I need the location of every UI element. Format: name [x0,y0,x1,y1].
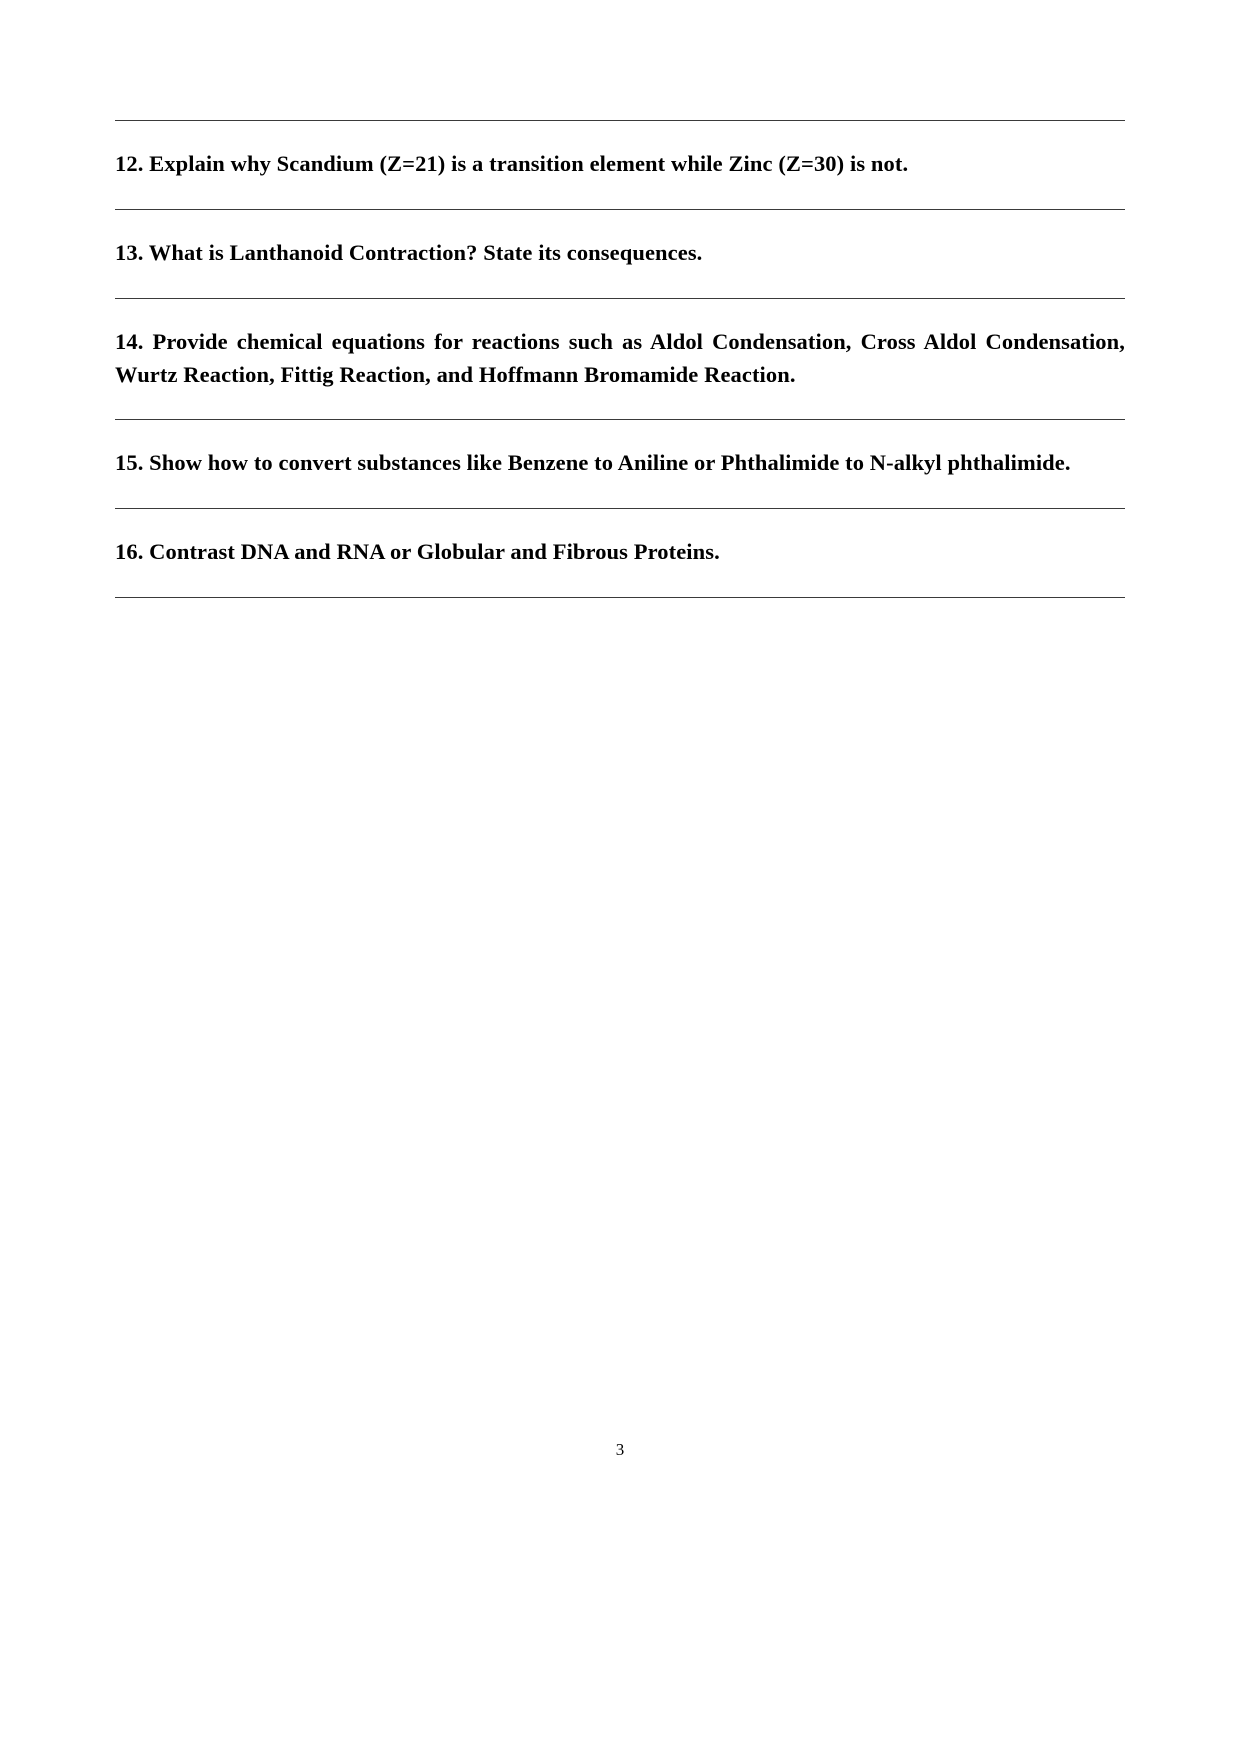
question-text: 14. Provide chemical equations for reactions such as Aldol Condensation, Cross Aldol Condensation, Wurtz Reaction, Fittig Reaction, and Hoffmann Bromamide Reaction. [115,328,1125,387]
divider-bottom [115,597,1125,598]
question-text: 15. Show how to convert substances like Benzene to Aniline or Phthalimide to N-alkyl phthalimide. [115,450,1071,476]
question-item [115,509,1125,597]
page-number: 3 [615,1440,625,1459]
question-item [115,299,1125,420]
question-item [115,420,1125,508]
question-item [115,210,1125,298]
question-text: 16. Contrast DNA and RNA or Globular and Fibrous Proteins. [115,539,720,565]
questions-list [115,120,1125,598]
question-text: 13. What is Lanthanoid Contraction? State its consequences. [115,239,703,265]
question-item [115,121,1125,209]
question-text: 12. Explain why Scandium (Z=21) is a transition element while Zinc (Z=30) is not. [115,151,909,176]
